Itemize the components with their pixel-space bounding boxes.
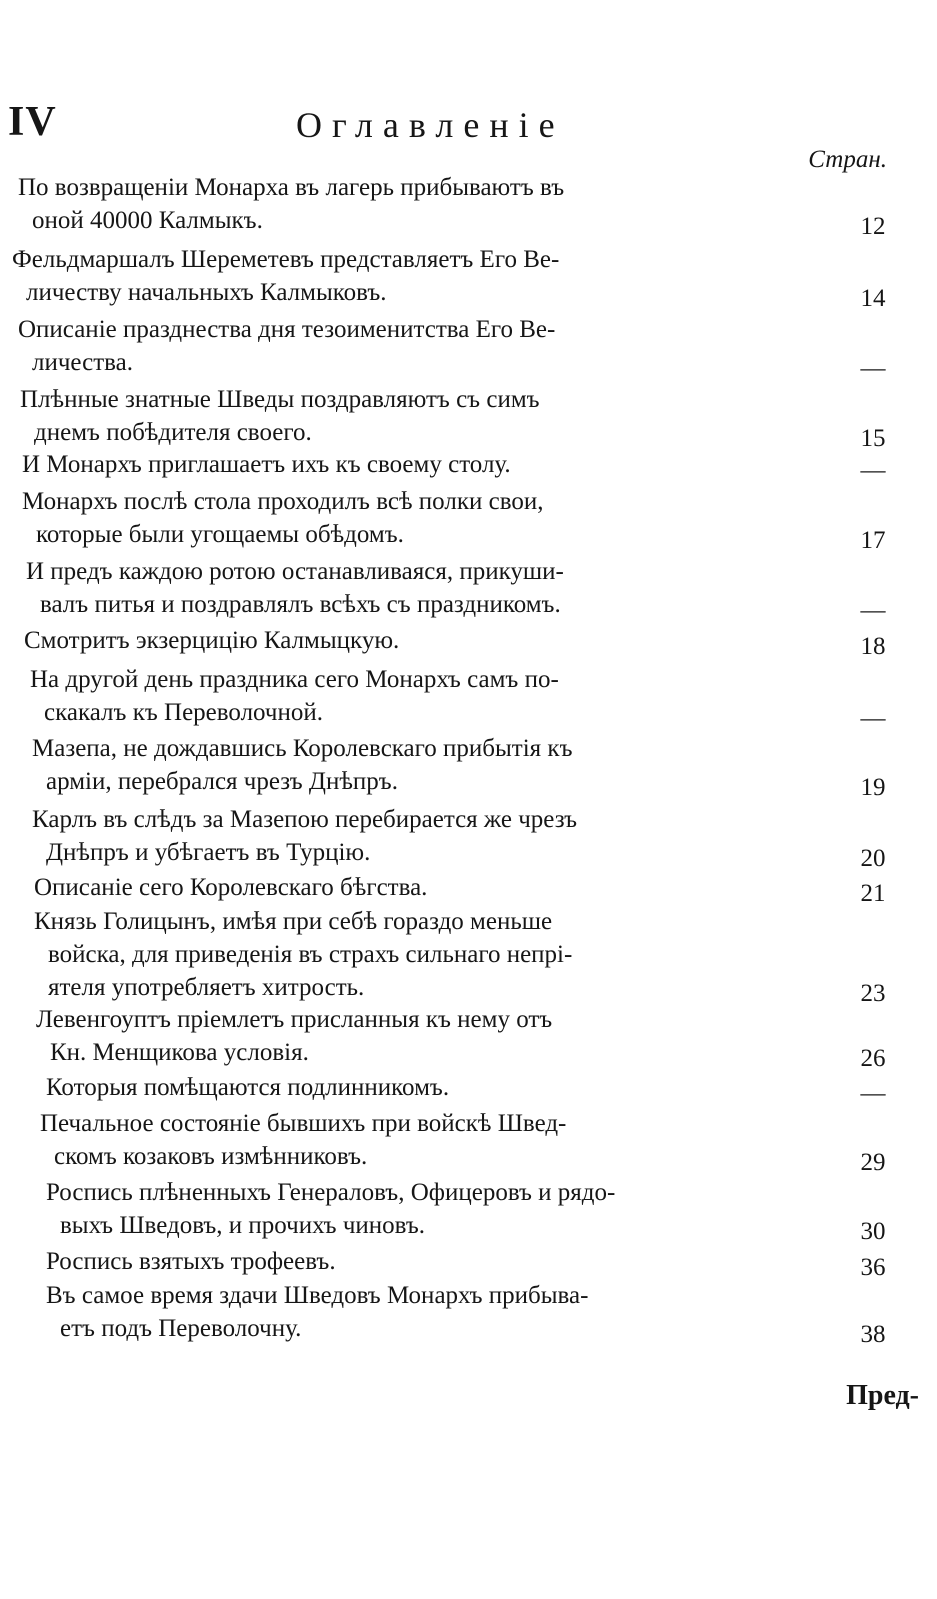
- toc-entry-line: Описаніе празднества дня тезоименитства Его Ве-: [18, 316, 556, 343]
- toc-entry-line: Левенгоуптъ пріемлетъ присланныя къ нему отъ: [36, 1006, 553, 1033]
- toc-entry-line: днемъ побѣдителя своего.: [34, 419, 312, 446]
- toc-entry-page: 21: [860, 880, 886, 907]
- toc-entry-line: По возвращеніи Монарха въ лагерь прибываютъ въ: [18, 174, 565, 201]
- toc-entry-page: 36: [860, 1254, 886, 1281]
- toc-entry-page: 15: [860, 425, 886, 452]
- toc-entry-page: 30: [860, 1218, 886, 1245]
- toc-entry-line: Печальное состояніе бывшихъ при войскѣ Швед-: [40, 1110, 567, 1137]
- page-title: Оглавленіе: [296, 105, 565, 145]
- page-number: IV: [8, 99, 57, 145]
- toc-entry-page: —: [860, 1080, 886, 1107]
- toc-entry-line: личеству начальныхъ Калмыковъ.: [26, 279, 387, 306]
- toc-entry-line: войска, для приведенія въ страхъ сильнаго непрі-: [48, 941, 573, 968]
- toc-entry-line: которые были угощаемы обѣдомъ.: [36, 521, 404, 548]
- toc-entry-line: Которыя помѣщаются подлинникомъ.: [46, 1074, 450, 1101]
- toc-entry-page: 23: [860, 980, 886, 1007]
- toc-entry-page: 38: [860, 1321, 886, 1348]
- toc-entry-line: Фельдмаршалъ Шереметевъ представляетъ Его Ве-: [12, 246, 560, 273]
- toc-entry-line: Въ самое время здачи Шведовъ Монархъ прибыва-: [46, 1282, 589, 1309]
- toc-entry-line: И Монархъ приглашаетъ ихъ къ своему столу.: [22, 451, 511, 478]
- toc-entry-line: Кн. Менщикова условія.: [50, 1039, 309, 1066]
- toc-entry-page: 20: [860, 845, 886, 872]
- toc-entry-page: 12: [860, 213, 886, 240]
- toc-entry-line: выхъ Шведовъ, и прочихъ чиновъ.: [60, 1212, 426, 1239]
- toc-entry-line: арміи, перебрался чрезъ Днѣпръ.: [46, 768, 398, 795]
- toc-entry-line: етъ подъ Переволочну.: [60, 1315, 302, 1342]
- catchword: Пред-: [846, 1380, 919, 1411]
- toc-entry-line: Мазепа, не дождавшись Королевскаго прибытія къ: [32, 735, 573, 762]
- toc-entry-page: 26: [860, 1045, 886, 1072]
- toc-entry-line: Князь Голицынъ, имѣя при себѣ гораздо меньше: [34, 908, 553, 935]
- toc-entry-page: 19: [860, 774, 886, 801]
- toc-entry-page: 14: [860, 285, 886, 312]
- toc-entry-page: 17: [860, 527, 886, 554]
- toc-entry-line: личества.: [32, 349, 133, 376]
- toc-entry-line: Днѣпръ и убѣгаетъ въ Турцію.: [46, 839, 371, 866]
- toc-entry-line: И предъ каждою ротою останавливаяся, прикуши-: [26, 558, 564, 585]
- toc-entry-line: Монархъ послѣ стола проходилъ всѣ полки свои,: [22, 488, 544, 515]
- toc-entry-page: —: [860, 705, 886, 732]
- toc-entry-line: скакалъ къ Переволочной.: [44, 699, 323, 726]
- toc-entry-page: —: [860, 355, 886, 382]
- toc-entry-line: валъ питья и поздравлялъ всѣхъ съ праздникомъ.: [40, 591, 561, 618]
- toc-entry-line: оной 40000 Калмыкъ.: [32, 207, 263, 234]
- toc-entry-line: скомъ козаковъ измѣнниковъ.: [54, 1143, 368, 1170]
- toc-entry-line: Описаніе сего Королевскаго бѣгства.: [34, 874, 428, 901]
- page-column-header: Стран.: [808, 146, 887, 173]
- toc-entry-page: —: [860, 597, 886, 624]
- toc-entry-line: На другой день праздника сего Монархъ самъ по-: [30, 666, 559, 693]
- toc-entry-line: ятеля употребляетъ хитрость.: [48, 974, 365, 1001]
- toc-entry-line: Роспись плѣненныхъ Генераловъ, Офицеровъ и рядо-: [46, 1179, 616, 1206]
- toc-entry-line: Роспись взятыхъ трофеевъ.: [46, 1248, 336, 1275]
- toc-entry-page: 29: [860, 1149, 886, 1176]
- toc-entry-page: 18: [860, 633, 886, 660]
- toc-entry-line: Карлъ въ слѣдъ за Мазепою перебирается же чрезъ: [32, 806, 578, 833]
- toc-entry-line: Смотритъ экзерцицію Калмыцкую.: [24, 627, 400, 654]
- toc-entry-line: Плѣнные знатные Шведы поздравляютъ съ симъ: [20, 386, 540, 413]
- toc-entry-page: —: [860, 457, 886, 484]
